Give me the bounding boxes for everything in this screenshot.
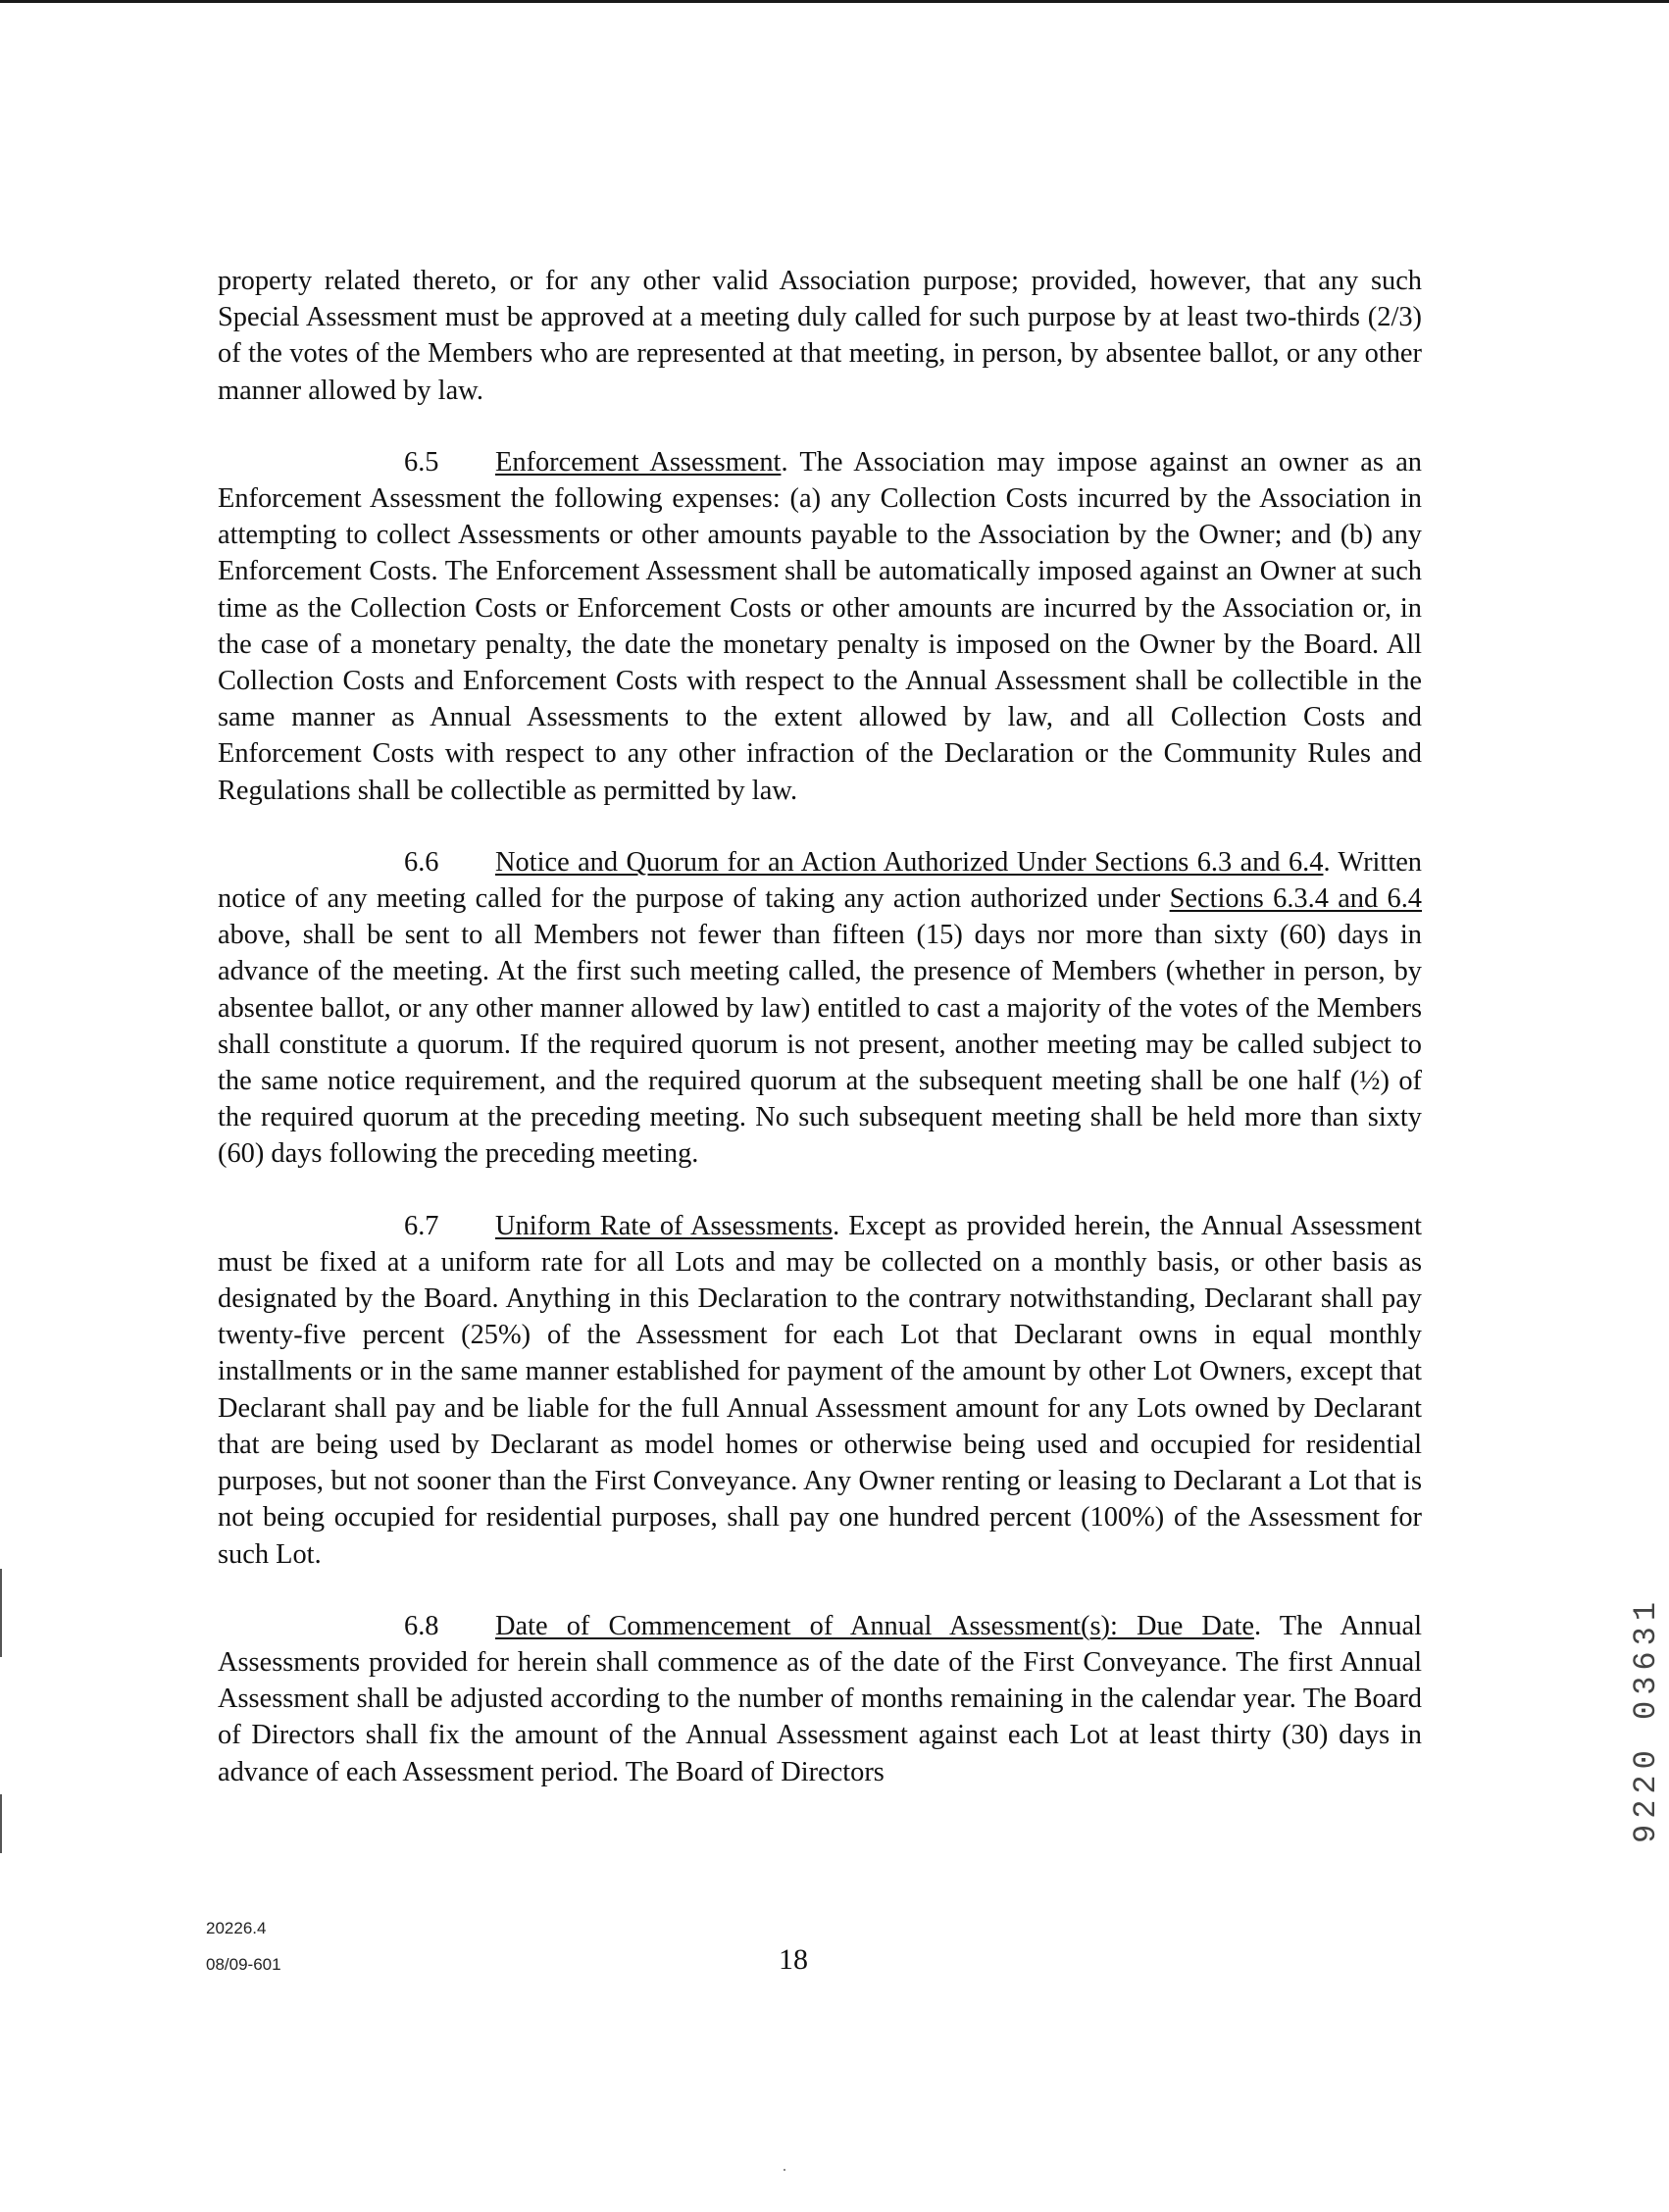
section-6-5 xyxy=(218,444,1422,809)
section-title: Notice and Quorum for an Action Authorized Under Sections 6.3 and 6.4 xyxy=(495,846,1324,878)
section-text: above, shall be sent to all Members not fewer than fifteen (15) days nor more than sixty (60) days in advance of the meeting. At the first such meeting called, the presence of Members (whether in person, by absentee ballot, or any other manner allowed by law) entitled to cast a majority of the votes of the Members shall constitute a quorum. If the required quorum is not present, another meeting may be called subject to the same notice requirement, and the required quorum at the subsequent meeting shall be one half (½) of the required quorum at the preceding meeting. No such subsequent meeting shall be held more than sixty (60) days following the preceding meeting. xyxy=(218,920,1422,1170)
continuation-paragraph: property related thereto, or for any other valid Association purpose; provided, however, that any such Special Assessment must be approved at a meeting duly called for such purpose by at least two-thirds (2/3) of the votes of the Members who are represented at that meeting, in person, by absentee ballot, or any other manner allowed by law. xyxy=(218,266,1422,406)
section-text: . Except as provided herein, the Annual Assessment must be fixed at a uniform rate for all Lots and may be collected on a monthly basis, or other basis as designated by the Board. Anything in this Declaration to the contrary notwithstanding, Declarant shall pay twenty-five percent (25%) of the Assessment for each Lot that Declarant owns in equal monthly installments or in the same manner established for payment of the amount by other Lot Owners, except that Declarant shall pay and be liable for the full Annual Assessment amount for any Lots owned by Declarant that are being used by Declarant as model homes or otherwise being used and occupied for residential purposes, but not sooner than the First Conveyance. Any Owner renting or leasing to Declarant a Lot that is not being occupied for residential purposes, shall pay one hundred percent (100%) of the Assessment for such Lot. xyxy=(218,1210,1422,1570)
section-text: . The Annual Assessments provided for herein shall commence as of the date of the First Conveyance. The first Annual Assessment shall be adjusted according to the number of months remaining in the calendar year. The Board of Directors shall fix the amount of the Annual Assessment against each Lot at least thirty (30) days in advance of each Assessment period. The Board of Directors xyxy=(218,1610,1422,1787)
scan-edge-mark xyxy=(0,1794,2,1853)
scan-speck xyxy=(784,2169,785,2171)
section-number: 6.6 xyxy=(404,846,439,878)
section-text: . Written notice of any meeting called for the purpose of taking any action authorized under xyxy=(218,846,1422,915)
footer-doc-code: 20226.4 xyxy=(206,1919,267,1937)
section-reference: Sections 6.3.4 and 6.4 xyxy=(1169,883,1422,915)
section-title: Date of Commencement of Annual Assessment(s): Due Date xyxy=(495,1610,1255,1641)
recording-stamp: 9220 03631 xyxy=(1628,1595,1664,1843)
section-6-8 xyxy=(218,1608,1422,1790)
section-number: 6.8 xyxy=(404,1610,439,1641)
top-border-rule xyxy=(0,0,1669,3)
section-6-7 xyxy=(218,1208,1422,1573)
section-number: 6.7 xyxy=(404,1210,439,1241)
scan-edge-mark xyxy=(0,1569,2,1657)
section-6-6 xyxy=(218,844,1422,1173)
footer-doc-ref: 08/09-601 xyxy=(206,1955,281,1974)
section-text: . The Association may impose against an owner as an Enforcement Assessment the following expenses: (a) any Collection Costs incurred by the Association in attempting to collect Assessments or other amounts payable to the Association by the Owner; and (b) any Enforcement Costs. The Enforcement Assessment shall be automatically imposed against an Owner at such time as the Collection Costs or Enforcement Costs or other amounts are incurred by the Association or, in the case of a monetary penalty, the date the monetary penalty is imposed on the Owner by the Board. All Collection Costs and Enforcement Costs with respect to the Annual Assessment shall be collectible in the same manner as Annual Assessments to the extent allowed by law, and all Collection Costs and Enforcement Costs with respect to any other infraction of the Declaration or the Community Rules and Regulations shall be collectible as permitted by law. xyxy=(218,446,1422,806)
section-title: Uniform Rate of Assessments xyxy=(495,1210,834,1241)
page-number: 18 xyxy=(779,1943,808,1976)
section-title: Enforcement Assessment xyxy=(495,446,782,478)
document-body xyxy=(218,263,1422,1826)
section-number: 6.5 xyxy=(404,446,439,478)
